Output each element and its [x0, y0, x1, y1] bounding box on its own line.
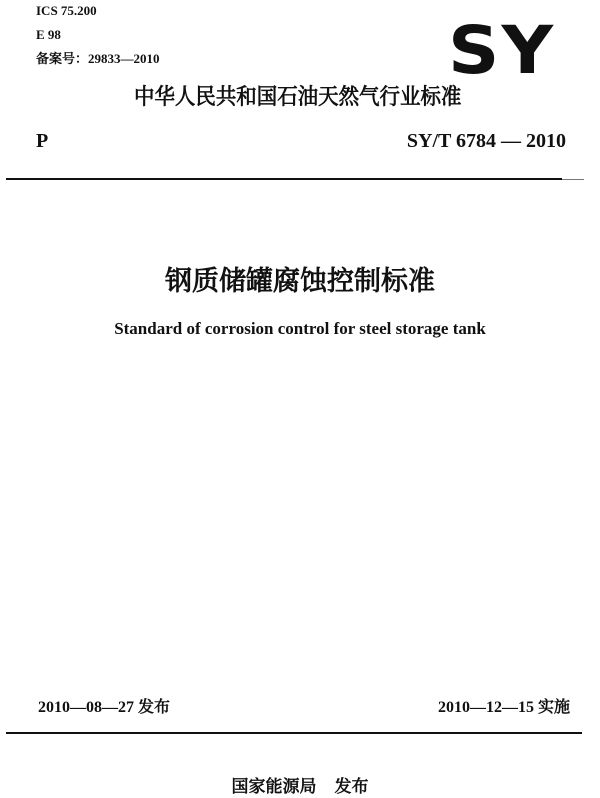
- implementation-date: 2010—12—15 实施: [437, 699, 570, 716]
- category-code: P: [36, 130, 49, 152]
- top-divider: [6, 178, 562, 180]
- publisher-line: [0, 776, 600, 798]
- publisher-name: 国家能源局: [231, 777, 317, 797]
- top-divider-tail: [562, 179, 584, 180]
- clc-code: E 98: [36, 27, 61, 42]
- ics-code: ICS 75.200: [36, 3, 97, 18]
- publisher-action: 发布: [334, 777, 369, 797]
- sy-logo: SY: [448, 12, 556, 89]
- standard-number: SY/T 6784 — 2010: [406, 130, 566, 152]
- issue-date: 2010—08—27 发布: [38, 699, 171, 716]
- document-title-chinese: 钢质储罐腐蚀控制标准: [165, 266, 435, 297]
- bottom-divider: [6, 732, 582, 734]
- industry-standard-heading: 中华人民共和国石油天然气行业标准: [134, 85, 462, 110]
- document-title-english: Standard of corrosion control for steel storage tank: [114, 319, 486, 338]
- filing-number: 备案号：29833—2010: [36, 51, 160, 66]
